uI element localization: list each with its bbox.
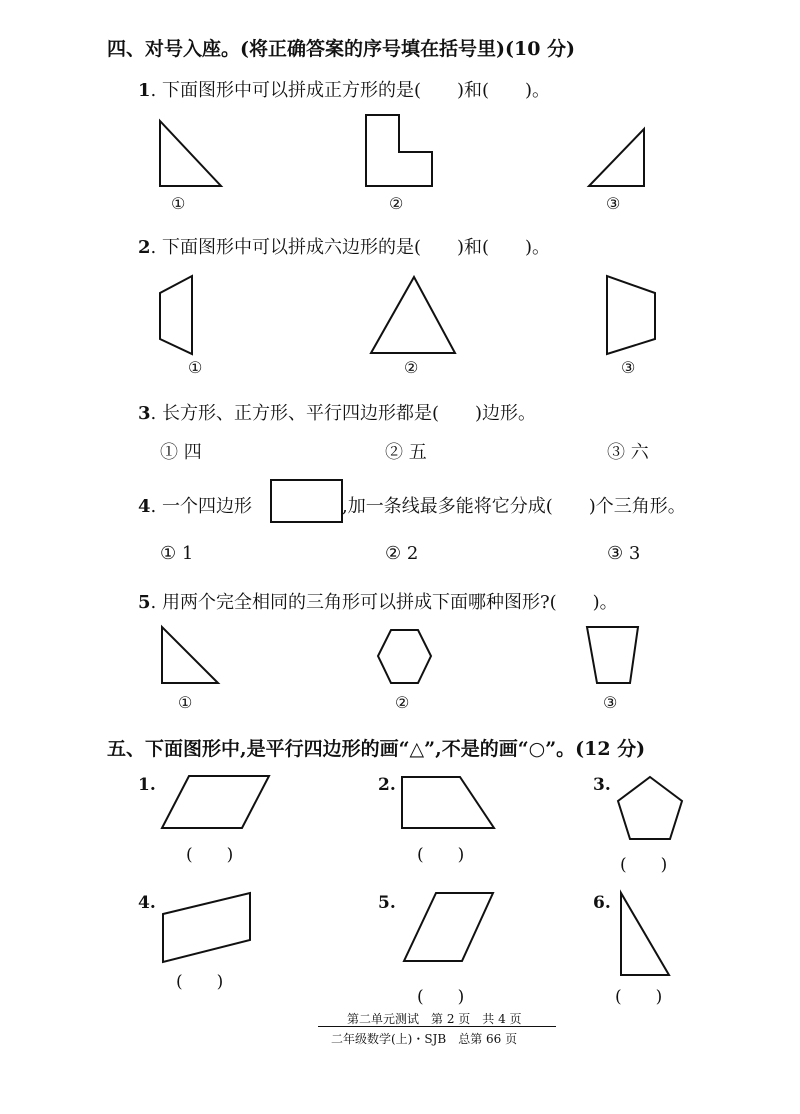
question-5-number: 5: [138, 592, 151, 613]
footer-line-2: 二年级数学(上)・SJB 总第 66 页: [331, 1032, 518, 1046]
question-3-text: . 长方形、正方形、平行四边形都是( )边形。: [150, 403, 537, 424]
q3-option-1: ① 四: [160, 442, 202, 463]
q5-label-3: ③: [603, 693, 618, 712]
question-2-text: . 下面图形中可以拼成六边形的是( )和( )。: [150, 237, 551, 258]
shape-4-parallelogram: [163, 893, 250, 962]
item-3-number: 3.: [593, 775, 611, 795]
footer-line-1: 第二单元测试 第 2 页 共 4 页: [347, 1012, 522, 1026]
question-5-text: . 用两个完全相同的三角形可以拼成下面哪种图形?( )。: [150, 592, 618, 613]
item-4-answer-paren: ( ): [176, 972, 224, 992]
shape-3-pentagon: [618, 777, 682, 839]
section-4-title: 四、对号入座。(将正确答案的序号填在括号里)(10 分): [107, 38, 576, 60]
question-3-number: 3: [138, 403, 151, 424]
question-2-number: 2: [138, 237, 151, 258]
shape-5-parallelogram: [404, 893, 493, 961]
q1-label-3: ③: [606, 194, 621, 213]
question-4-text-before: . 一个四边形: [150, 496, 252, 517]
q4-option-3: ③ 3: [607, 543, 641, 564]
question-4-text-after: ,加一条线最多能将它分成( )个三角形。: [342, 496, 686, 517]
q2-label-3: ③: [621, 358, 636, 377]
item-5-answer-paren: ( ): [417, 987, 465, 1007]
q2-label-1: ①: [188, 358, 203, 377]
q4-option-1: ① 1: [160, 543, 194, 564]
item-1-answer-paren: ( ): [186, 845, 234, 865]
q1-label-1: ①: [171, 194, 186, 213]
item-3-answer-paren: ( ): [620, 855, 668, 875]
item-6-answer-paren: ( ): [615, 987, 663, 1007]
shape-6-right-triangle: [621, 893, 669, 975]
q1-label-2: ②: [389, 194, 404, 213]
shape-1-parallelogram: [162, 776, 269, 828]
item-2-number: 2.: [378, 775, 396, 795]
item-6-number: 6.: [593, 893, 611, 913]
item-2-answer-paren: ( ): [417, 845, 465, 865]
q3-option-3: ③ 六: [607, 442, 649, 463]
footer-divider: [318, 1026, 556, 1027]
section-5-title: 五、下面图形中,是平行四边形的画“△”,不是的画“○”。(12 分): [107, 738, 646, 760]
q5-label-1: ①: [178, 693, 193, 712]
q3-option-2: ② 五: [385, 442, 427, 463]
question-1-number: 1: [138, 80, 151, 101]
item-1-number: 1.: [138, 775, 156, 795]
question-1-text: . 下面图形中可以拼成正方形的是( )和( )。: [150, 80, 551, 101]
item-4-number: 4.: [138, 893, 156, 913]
item-5-number: 5.: [378, 893, 396, 913]
q4-option-2: ② 2: [385, 543, 419, 564]
q5-label-2: ②: [395, 693, 410, 712]
q2-label-2: ②: [404, 358, 419, 377]
shape-2-trapezoid: [402, 777, 494, 828]
question-4-number: 4: [138, 496, 151, 517]
